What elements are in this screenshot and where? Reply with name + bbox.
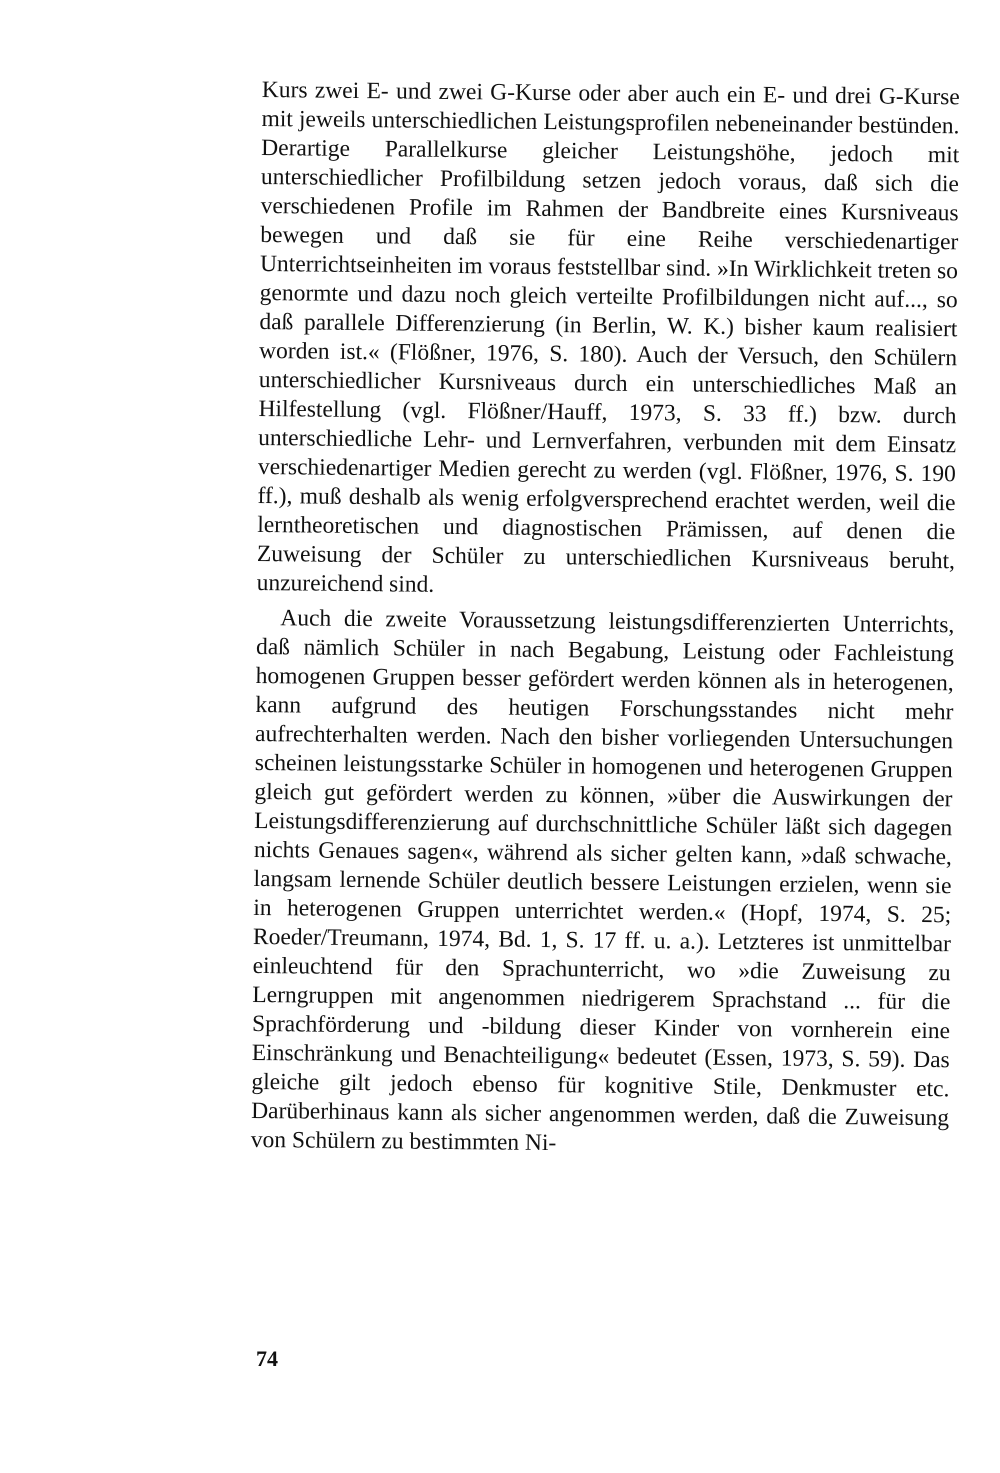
body-text (251, 76, 960, 1162)
paragraph-1: Kurs zwei E- und zwei G-Kurse oder aber auch ein E- und drei G-Kurse mit jeweils unterschiedlichen Leistungsprofilen nebeneinander bestünden. Derartige Parallelkurse gleicher Leistungshöhe, jedoch mit unterschiedlicher Profilbildung setzen jedoch voraus, daß sich die verschiedenen Profile im Rahmen der Bandbreite eines Kursniveaus bewegen und daß sie für eine Reihe verschiedenartiger Unterrichtseinheiten im voraus feststellbar sind. »In Wirklichkeit treten so genormte und dazu noch gleich verteilte Profilbildungen nicht auf..., so daß parallele Differenzierung (in Berlin, W. K.) bisher kaum realisiert worden ist.« (Flößner, 1976, S. 180). Auch der Versuch, den Schülern unterschiedlicher Kursniveaus durch ein unterschiedliches Maß an Hilfestellung (vgl. Flößner/Hauff, 1973, S. 33 ff.) bzw. durch unterschiedliche Lehr- und Lernverfahren, verbunden mit dem Einsatz verschiedenartiger Medien gerecht zu werden (vgl. Flößner, 1976, S. 190 ff.), muß deshalb als wenig erfolgversprechend erachtet werden, weil die lerntheoretischen und diagnostischen Prämissen, auf denen die Zuweisung der Schüler zu unterschiedlichen Kursniveaus beruht, unzureichend sind. (256, 76, 960, 598)
paragraph-2: Auch die zweite Voraussetzung leistungsdifferenzierten Unterrichts, daß nämlich Schüler in nach Begabung, Leistung oder Fachleistung homogenen Gruppen besser gefördert werden können als in heterogenen, kann aufgrund des heutigen Forschungsstandes nicht mehr aufrechterhalten werden. Nach den bisher vorliegenden Untersuchungen scheinen leistungsstarke Schüler in homogenen und heterogenen Gruppen gleich gut gefördert werden zu können, »über die Auswirkungen der Leistungsdifferenzierung auf durchschnittliche Schüler läßt sich dagegen nichts Genaues sagen«, während als sicher gelten kann, »daß schwache, langsam lernende Schüler deutlich bessere Leistungen erzielen, wenn sie in heterogenen Gruppen unterrichtet werden.« (Hopf, 1974, S. 25; Roeder/Treumann, 1974, Bd. 1, S. 17 ff. u. a.). Letzteres ist unmittelbar einleuchtend für den Sprachunterricht, wo »die Zuweisung zu Lerngruppen mit angenommen niedrigerem Sprachstand ... für die Sprachförderung und -bildung dieser Kinder von vornherein eine Einschränkung und Benachteiligung« bedeutet (Essen, 1973, S. 59). Das gleiche gilt jedoch ebenso für kognitive Stile, Denkmuster etc. Darüberhinaus kann als sicher angenommen werden, daß die Zuweisung von Schülern zu bestimmten Ni- (250, 605, 955, 1157)
page-number: 74 (256, 1346, 278, 1371)
